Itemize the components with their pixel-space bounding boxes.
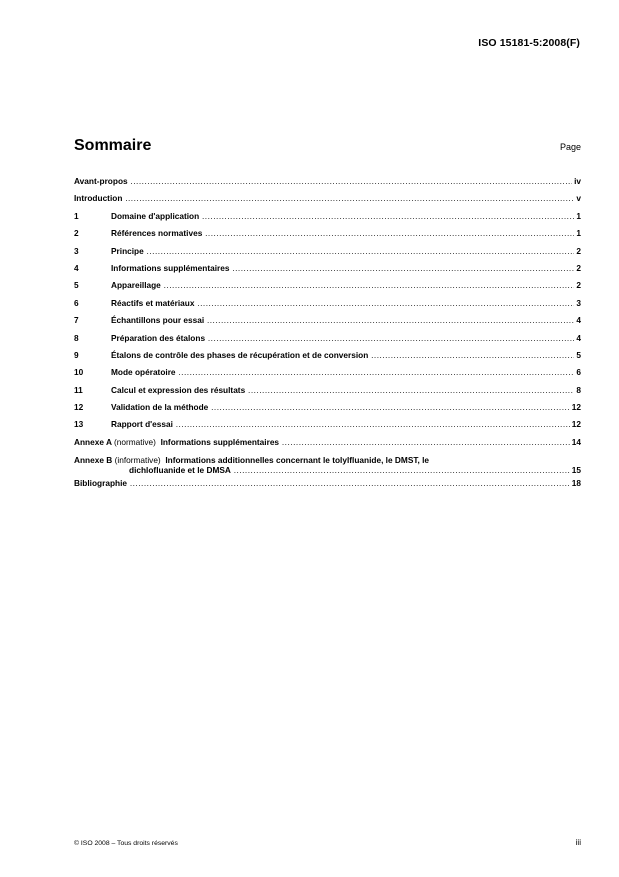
toc-entry-page: 2 [576, 280, 581, 291]
toc-entry-page: 8 [576, 384, 581, 395]
toc-entry-number: 9 [74, 349, 79, 360]
toc-header [74, 137, 581, 155]
toc-entry-avant-propos[interactable] [74, 176, 581, 193]
toc-entry-3[interactable] [74, 246, 581, 263]
toc-entry-12[interactable] [74, 402, 581, 419]
toc-entry-8[interactable] [74, 333, 581, 350]
toc-entry-page: 5 [576, 349, 581, 360]
toc-entry-number: 2 [74, 228, 79, 239]
toc-entry-page: 1 [576, 228, 581, 239]
toc-entry-title: Validation de la méthode ..... [111, 402, 570, 412]
toc-entry-title: Échantillons pour essai ..... [111, 315, 574, 325]
toc-entry-number: 7 [74, 315, 79, 326]
toc-entry-13[interactable] [74, 419, 581, 436]
toc-entry-number: 6 [74, 297, 79, 308]
toc-entry-4[interactable] [74, 263, 581, 280]
toc-entry-annex-b[interactable] [74, 454, 581, 478]
toc-entry-title: Appareillage ..... [111, 280, 574, 290]
toc-entry-number: 13 [74, 419, 84, 430]
toc-entry-page: 12 [571, 419, 581, 430]
copyright-notice: © ISO 2008 – Tous droits réservés [74, 840, 178, 847]
toc-entry-title: Calcul et expression des résultats ..... [111, 385, 574, 395]
annex-b-title-line1: Informations additionnelles concernant le tolylfluanide, le DMST, le [165, 455, 430, 466]
annex-b-title-line2: dichlofluanide et le DMSA ..... [129, 465, 570, 475]
toc-entry-10[interactable] [74, 367, 581, 384]
table-of-contents [74, 176, 581, 496]
toc-entry-title: Références normatives ..... [111, 228, 574, 238]
toc-entry-annex-a[interactable] [74, 437, 581, 454]
toc-entry-number: 5 [74, 280, 79, 291]
toc-entry-page: 18 [571, 478, 581, 489]
toc-entry-title: Principe ..... [111, 246, 574, 256]
annex-a-title: Informations supplémentaires [160, 436, 280, 447]
toc-entry-7[interactable] [74, 315, 581, 332]
toc-entry-title: Domaine d'application ..... [111, 211, 574, 221]
toc-entry-9[interactable] [74, 350, 581, 367]
toc-entry-number: 4 [74, 262, 79, 273]
toc-entry-page: 4 [576, 315, 581, 326]
toc-page-label: Page [559, 142, 581, 152]
document-identifier: ISO 15181-5:2008(F) [478, 37, 580, 49]
toc-entry-bibliographie[interactable] [74, 478, 581, 495]
toc-entry-page: 12 [571, 402, 581, 413]
toc-entry-number: 1 [74, 210, 79, 221]
toc-entry-page: 6 [576, 367, 581, 378]
annex-a-type: (normative) [113, 436, 156, 447]
toc-entry-page: 1 [576, 210, 581, 221]
toc-entry-title: Réactifs et matériaux ..... [111, 298, 574, 308]
toc-entry-title: Étalons de contrôle des phases de récupération et de conversion ..... [111, 350, 574, 360]
toc-entry-page: 15 [571, 465, 581, 476]
annex-b-label: Annexe B [74, 455, 113, 466]
toc-annex-a-title [74, 437, 570, 447]
toc-title: Sommaire [74, 137, 152, 154]
toc-entry-page: 3 [576, 297, 581, 308]
toc-entry-page: 2 [576, 245, 581, 256]
page-number: iii [575, 838, 581, 847]
toc-entry-title: Informations supplémentaires ..... [111, 263, 574, 273]
toc-entry-number: 3 [74, 245, 79, 256]
annex-b-type: (informative) [114, 455, 161, 466]
toc-entry-number: 12 [74, 402, 84, 413]
toc-entry-number: 10 [74, 367, 84, 378]
toc-entry-title: Préparation des étalons ..... [111, 333, 574, 343]
toc-entry-1[interactable] [74, 211, 581, 228]
toc-entry-5[interactable] [74, 280, 581, 297]
toc-entry-number: 11 [74, 384, 83, 395]
toc-entry-page: 14 [571, 436, 581, 447]
toc-annex-b-line2 [74, 465, 581, 478]
toc-entry-title: Introduction ..... [74, 193, 574, 203]
toc-entry-6[interactable] [74, 298, 581, 315]
toc-entry-page: 2 [576, 262, 581, 273]
toc-entry-title: Bibliographie ..... [74, 478, 570, 488]
toc-entry-title: Rapport d'essai ..... [111, 419, 570, 429]
page-footer [74, 838, 581, 847]
toc-entry-page: v [576, 193, 581, 204]
toc-entry-title: Mode opératoire ..... [111, 367, 574, 377]
toc-annex-b-line1 [74, 455, 581, 465]
annex-a-label: Annexe A [74, 436, 112, 447]
toc-entry-number: 8 [74, 332, 79, 343]
toc-entry-page: 4 [576, 332, 581, 343]
toc-entry-11[interactable] [74, 385, 581, 402]
toc-entry-title: Avant-propos ..... [74, 176, 572, 186]
toc-entry-introduction[interactable] [74, 193, 581, 210]
toc-entry-page: iv [574, 176, 581, 186]
toc-entry-2[interactable] [74, 228, 581, 245]
